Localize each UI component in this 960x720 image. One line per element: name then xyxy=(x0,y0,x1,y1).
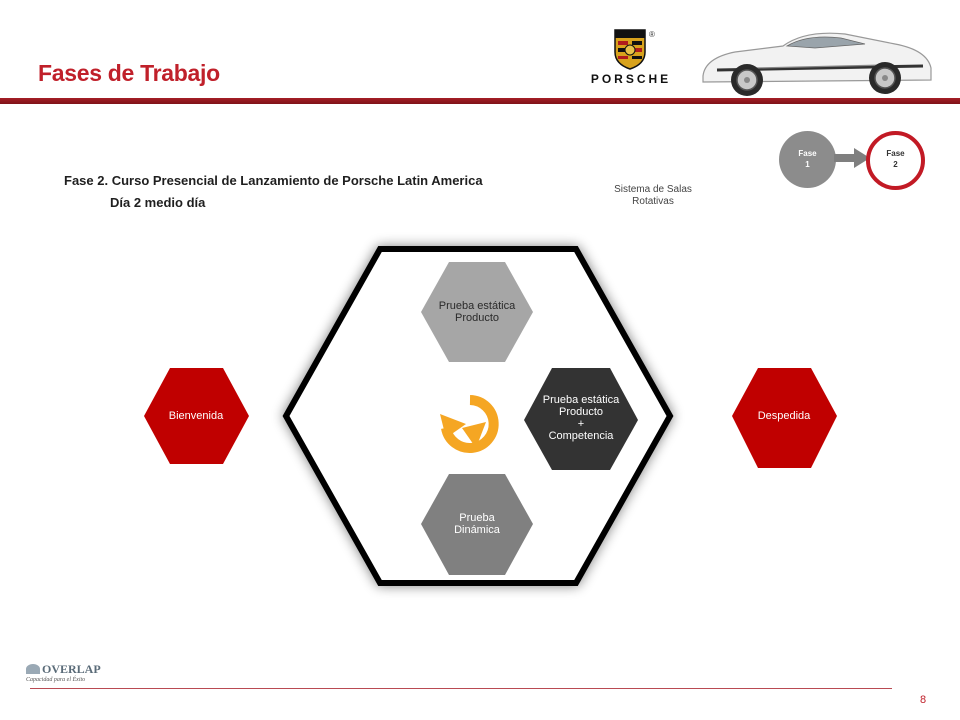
overlap-logo xyxy=(14,662,124,690)
farewell-label: Despedida xyxy=(757,410,811,422)
phase-2-circle xyxy=(866,131,925,190)
welcome-label: Bienvenida xyxy=(168,410,224,422)
header-divider xyxy=(0,98,960,104)
overlap-wordmark: OVERLAP xyxy=(42,662,101,676)
phase-1-number: 1 xyxy=(805,160,810,169)
overlap-tagline: Capacidad para el Éxito xyxy=(26,677,86,683)
phase-1-circle xyxy=(779,131,836,188)
phase-1-word: Fase xyxy=(798,149,817,158)
phase-arrow-icon xyxy=(834,148,870,168)
rotation-diagram xyxy=(0,230,960,600)
page-number: 8 xyxy=(920,694,927,706)
page-title: Fases de Trabajo xyxy=(38,60,220,86)
sports-car-illustration xyxy=(695,18,935,100)
dynamic-label: Prueba Dinámica xyxy=(454,512,500,536)
brand-wordmark: PORSCHE xyxy=(590,72,672,86)
day-description: Día 2 medio día xyxy=(110,195,206,210)
static-competition-label: Prueba estática Producto + Competencia xyxy=(542,394,620,442)
static-product-label: Prueba estática Producto xyxy=(438,300,516,324)
phase-2-word: Fase xyxy=(886,149,905,158)
registered-mark: ® xyxy=(649,30,655,39)
footer-divider xyxy=(30,688,892,689)
phase-2-number: 2 xyxy=(893,160,898,169)
hex-despedida xyxy=(732,368,837,468)
rotation-system-label: Sistema de Salas Rotativas xyxy=(614,184,692,207)
porsche-logo xyxy=(575,28,687,88)
overlap-globe-icon xyxy=(26,664,40,674)
porsche-crest-icon xyxy=(613,28,647,70)
hex-bienvenida xyxy=(144,368,249,464)
phase-description: Fase 2. Curso Presencial de Lanzamiento de Porsche Latin America xyxy=(64,173,483,188)
